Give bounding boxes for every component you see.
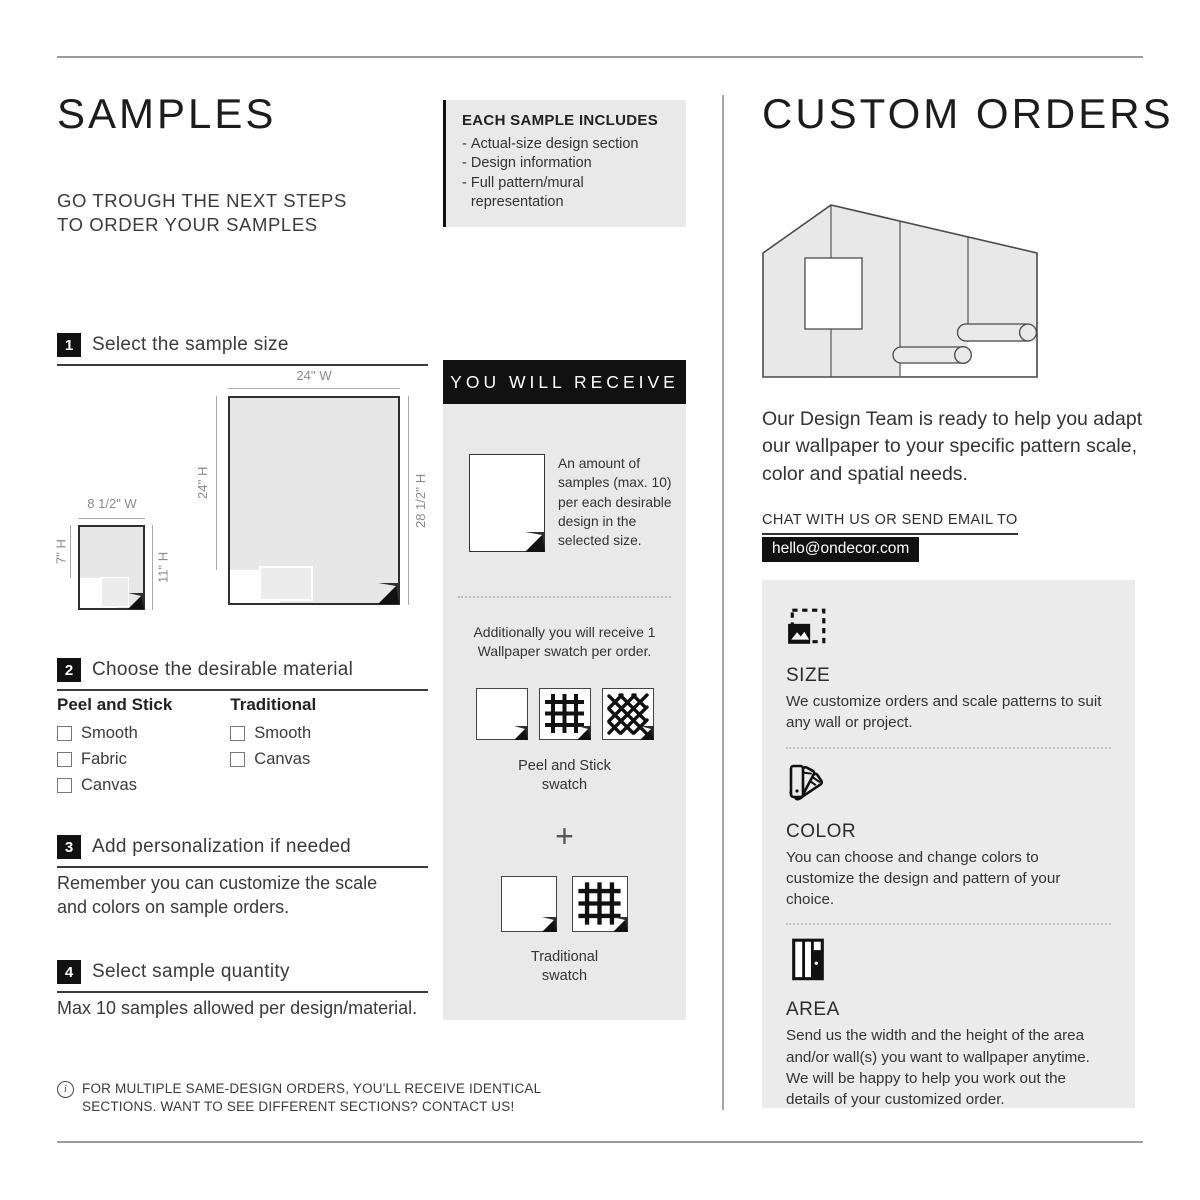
step4-label: Select sample quantity	[92, 961, 290, 982]
checkbox-icon[interactable]	[57, 778, 72, 793]
feature-color-title: COLOR	[786, 820, 857, 842]
samples-intro	[57, 189, 347, 237]
house-illustration-svg	[757, 196, 1047, 383]
step1-label: Select the sample size	[92, 334, 289, 355]
step2-header	[57, 658, 428, 691]
plus-sign: +	[555, 817, 574, 854]
step3-header	[57, 835, 428, 868]
swatch-folded-corner	[613, 917, 628, 932]
you-will-receive-panel	[443, 360, 686, 1020]
top-divider	[57, 56, 1143, 58]
small-sample-width-line	[78, 518, 145, 519]
blank-swatch-icon	[476, 688, 528, 740]
bottom-divider	[57, 1141, 1143, 1143]
step3-label: Add personalization if needed	[92, 836, 352, 857]
swatch-folded-corner	[577, 726, 591, 740]
grid-pattern-swatch-icon	[572, 876, 628, 932]
feature-area-title: AREA	[786, 999, 840, 1021]
large-sample-folded-corner	[378, 583, 399, 604]
info-icon: i	[57, 1081, 74, 1098]
peel-swatch-label	[443, 757, 686, 796]
small-sample-thumbnail	[101, 577, 129, 607]
traditional-swatch-label-line1: Traditional	[530, 948, 599, 965]
step4-number-badge: 4	[57, 960, 81, 984]
feature-separator	[786, 747, 1111, 749]
peel-swatch-label-line1: Peel and Stick	[518, 757, 611, 774]
peel-swatch-label-line2: swatch	[541, 777, 588, 794]
feature-area-description: Send us the width and the height of the area and/or wall(s) you want to wallpaper anytime. We will be happy to help you work out the details of your customized order.	[786, 1027, 1090, 1109]
material-column-traditional	[230, 695, 316, 802]
large-sample-left-line	[216, 396, 217, 570]
bullet-dash: -	[462, 174, 467, 191]
material-option-label: Smooth	[254, 724, 312, 742]
feature-size-description: We customize orders and scale patterns to suit any wall or project.	[786, 693, 1102, 732]
material-options	[57, 695, 316, 802]
includes-item	[462, 135, 673, 154]
traditional-swatch-label	[443, 948, 686, 987]
includes-item-text: Actual-size design section	[470, 136, 639, 152]
step2-number-badge: 2	[57, 658, 81, 682]
material-option-label: Fabric	[81, 750, 127, 768]
includes-item-text: Design information	[470, 155, 592, 172]
step2-label: Choose the desirable material	[92, 659, 354, 680]
swatch-folded-corner	[640, 726, 654, 740]
wall-panels-icon	[786, 938, 830, 982]
contact-label: CHAT WITH US OR SEND EMAIL TO	[762, 512, 1018, 535]
checkbox-icon[interactable]	[57, 752, 72, 767]
material-option-label: Canvas	[81, 776, 137, 794]
samples-intro-line1: GO TROUGH THE NEXT STEPS	[57, 190, 347, 211]
large-sample-thumbnail	[259, 566, 313, 601]
blank-swatch-icon	[501, 876, 557, 932]
footnote-text	[82, 1080, 541, 1116]
you-will-receive-header: YOU WILL RECEIVE	[443, 360, 686, 404]
checkbox-icon[interactable]	[57, 726, 72, 741]
includes-item	[462, 174, 673, 213]
small-sample-folded-corner	[128, 593, 144, 609]
material-option-label: Canvas	[254, 750, 311, 768]
peel-and-stick-title: Peel and Stick	[57, 695, 173, 714]
house-wallpaper-illustration	[757, 196, 1047, 388]
design-team-intro: Our Design Team is ready to help you adapt our wallpaper to your specific pattern scale, color and spatial needs.	[762, 408, 1143, 485]
small-sample-left-line	[70, 525, 71, 578]
feature-separator	[786, 923, 1111, 925]
material-option-traditional-canvas[interactable]	[230, 750, 316, 769]
includes-item-text: Full pattern/mural representation	[470, 174, 584, 211]
sample-amount-row	[443, 404, 686, 552]
small-sample-left-height-label: 7" H	[53, 539, 69, 564]
custom-order-features-panel	[762, 580, 1135, 1108]
samples-intro-line2: TO ORDER YOUR SAMPLES	[57, 214, 318, 236]
sample-size-diagram	[53, 368, 437, 618]
large-sample-right-line	[408, 396, 409, 605]
contact-email[interactable]: hello@ondecor.com	[762, 537, 919, 562]
resize-image-icon	[786, 606, 828, 648]
small-sample-right-line	[152, 525, 153, 610]
sheet-folded-corner	[525, 532, 545, 552]
custom-orders-title: CUSTOM ORDERS	[762, 90, 1174, 137]
receive-separator	[458, 596, 671, 598]
step4-description: Max 10 samples allowed per design/material.	[57, 998, 418, 1018]
column-divider	[722, 95, 724, 1110]
feature-color	[786, 762, 1111, 911]
each-sample-includes-box	[443, 100, 686, 227]
sample-sheet-icon	[469, 454, 545, 552]
samples-title: SAMPLES	[57, 90, 277, 137]
includes-title: EACH SAMPLE INCLUDES	[462, 112, 659, 129]
material-option-peel-smooth[interactable]	[57, 724, 172, 743]
traditional-swatch-row	[443, 876, 686, 932]
material-option-peel-canvas[interactable]	[57, 776, 172, 795]
material-option-traditional-smooth[interactable]	[230, 724, 316, 743]
traditional-swatch-label-line2: swatch	[541, 968, 588, 985]
step3-number-badge: 3	[57, 835, 81, 859]
feature-size-title: SIZE	[786, 665, 831, 686]
step3-description-line1: Remember you can customize the scale	[57, 873, 378, 893]
large-sample-width-label: 24'' W	[296, 368, 332, 383]
feature-size	[786, 606, 1111, 734]
traditional-title: Traditional	[230, 695, 317, 714]
feature-area	[786, 938, 1111, 1110]
sample-amount-text: An amount of samples (max. 10) per each desirable design in the selected size.	[558, 456, 672, 549]
contact-row	[762, 511, 1018, 562]
feature-color-description: You can choose and change colors to customize the design and pattern of your choice.	[786, 848, 1061, 909]
crosshatch-pattern-swatch-icon	[602, 688, 654, 740]
material-column-peel-and-stick	[57, 695, 172, 802]
footnote	[57, 1080, 577, 1116]
swatch-folded-corner	[542, 917, 557, 932]
includes-item	[462, 154, 673, 173]
bullet-dash: -	[462, 136, 467, 152]
step3-description	[57, 872, 377, 920]
small-sample-width-label: 8 1/2" W	[87, 496, 137, 511]
bullet-dash: -	[462, 155, 467, 172]
color-swatches-icon	[786, 762, 830, 804]
grid-pattern-swatch-icon	[539, 688, 591, 740]
step1-header	[57, 333, 428, 366]
swatch-folded-corner	[514, 726, 528, 740]
checkbox-icon[interactable]	[230, 752, 245, 767]
step4-header	[57, 960, 428, 993]
step3-description-line2: and colors on sample orders.	[57, 896, 290, 917]
checkbox-icon[interactable]	[230, 726, 245, 741]
small-sample-sheet	[78, 525, 145, 610]
material-option-label: Smooth	[81, 724, 138, 742]
additional-swatch-text: Additionally you will receive 1 Wallpaper swatch per order.	[473, 624, 656, 659]
step1-number-badge: 1	[57, 333, 81, 357]
material-option-peel-fabric[interactable]	[57, 750, 172, 769]
footnote-line2: SECTIONS. WANT TO SEE DIFFERENT SECTIONS? CONTACT US!	[82, 1099, 515, 1115]
large-sample-sheet	[228, 396, 400, 605]
large-sample-right-height-label: 28 1/2'' H	[413, 473, 428, 528]
peel-swatch-row	[443, 688, 686, 740]
small-sample-right-height-label: 11" H	[155, 551, 171, 584]
footnote-line1: FOR MULTIPLE SAME-DESIGN ORDERS, YOU'LL RECEIVE IDENTICAL	[82, 1081, 542, 1096]
large-sample-width-line	[228, 388, 400, 389]
large-sample-left-height-label: 24'' H	[195, 466, 210, 500]
